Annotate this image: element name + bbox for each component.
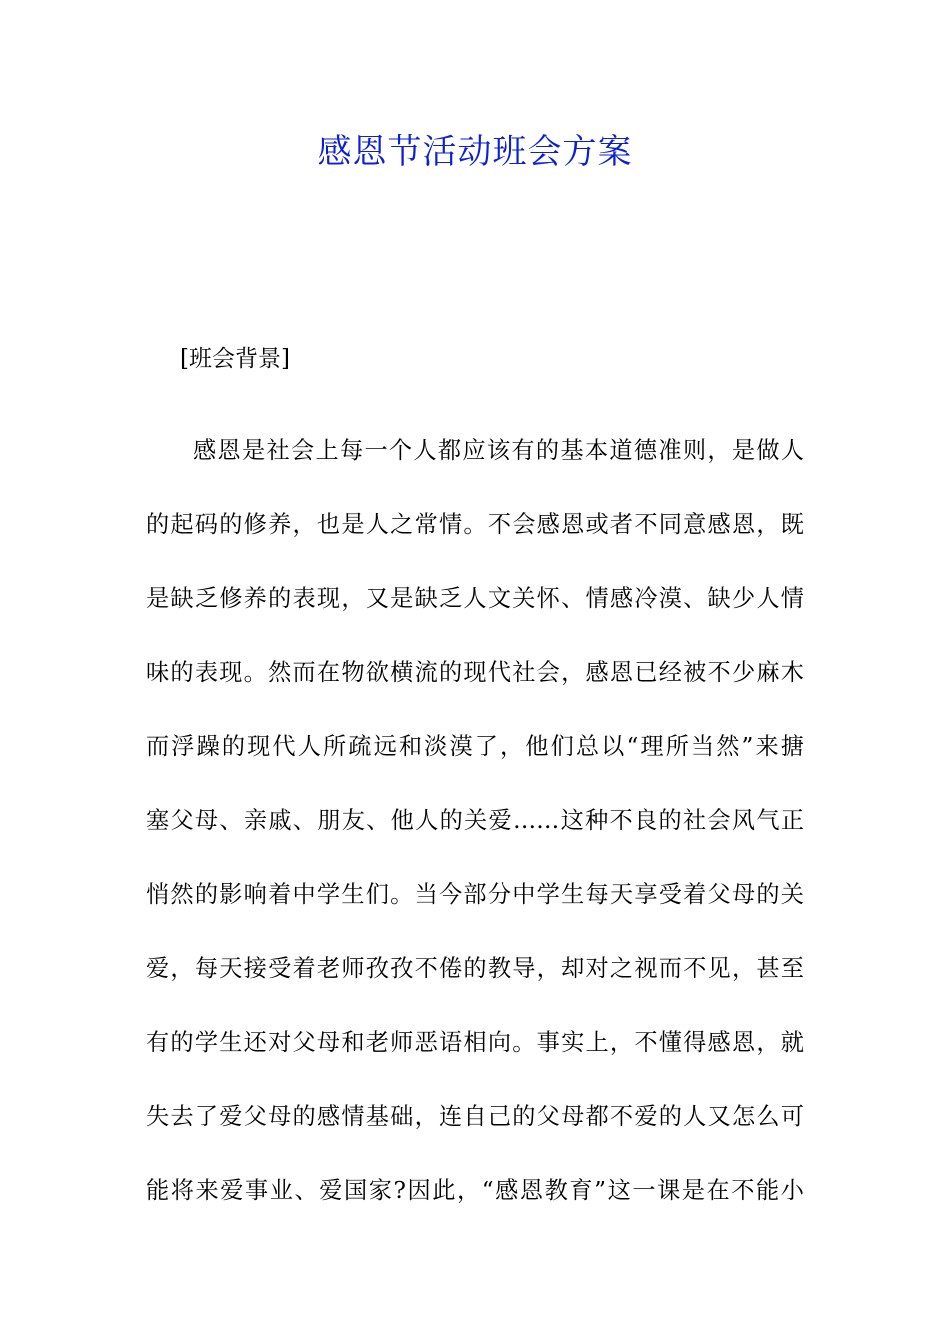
document-title: 感恩节活动班会方案 xyxy=(317,132,633,172)
paragraph-line: 而浮躁的现代人所疏远和淡漠了，他们总以“理所当然”来搪 xyxy=(146,733,804,760)
paragraph-line: 感恩是社会上每一个人都应该有的基本道德准则，是做人 xyxy=(193,437,804,464)
paragraph-line: 失去了爱父母的感情基础，连自己的父母都不爱的人又怎么可 xyxy=(146,1103,804,1130)
section-heading: [班会背景] xyxy=(180,346,290,372)
paragraph-line: 有的学生还对父母和老师恶语相向。事实上，不懂得感恩，就 xyxy=(146,1029,804,1056)
background-paragraph xyxy=(146,414,804,1228)
paragraph-line: 味的表现。然而在物欲横流的现代社会，感恩已经被不少麻木 xyxy=(146,659,804,686)
paragraph-line: 是缺乏修养的表现，又是缺乏人文关怀、情感冷漠、缺少人情 xyxy=(146,585,804,612)
paragraph-line: 塞父母、亲戚、朋友、他人的关爱……这种不良的社会风气正 xyxy=(146,807,804,834)
paragraph-line: 爱，每天接受着老师孜孜不倦的教导，却对之视而不见，甚至 xyxy=(146,955,804,982)
paragraph-line: 的起码的修养，也是人之常情。不会感恩或者不同意感恩，既 xyxy=(146,511,804,538)
paragraph-line: 悄然的影响着中学生们。当今部分中学生每天享受着父母的关 xyxy=(146,881,804,908)
paragraph-line: 能将来爱事业、爱国家?因此，“感恩教育”这一课是在不能小 xyxy=(146,1177,804,1204)
